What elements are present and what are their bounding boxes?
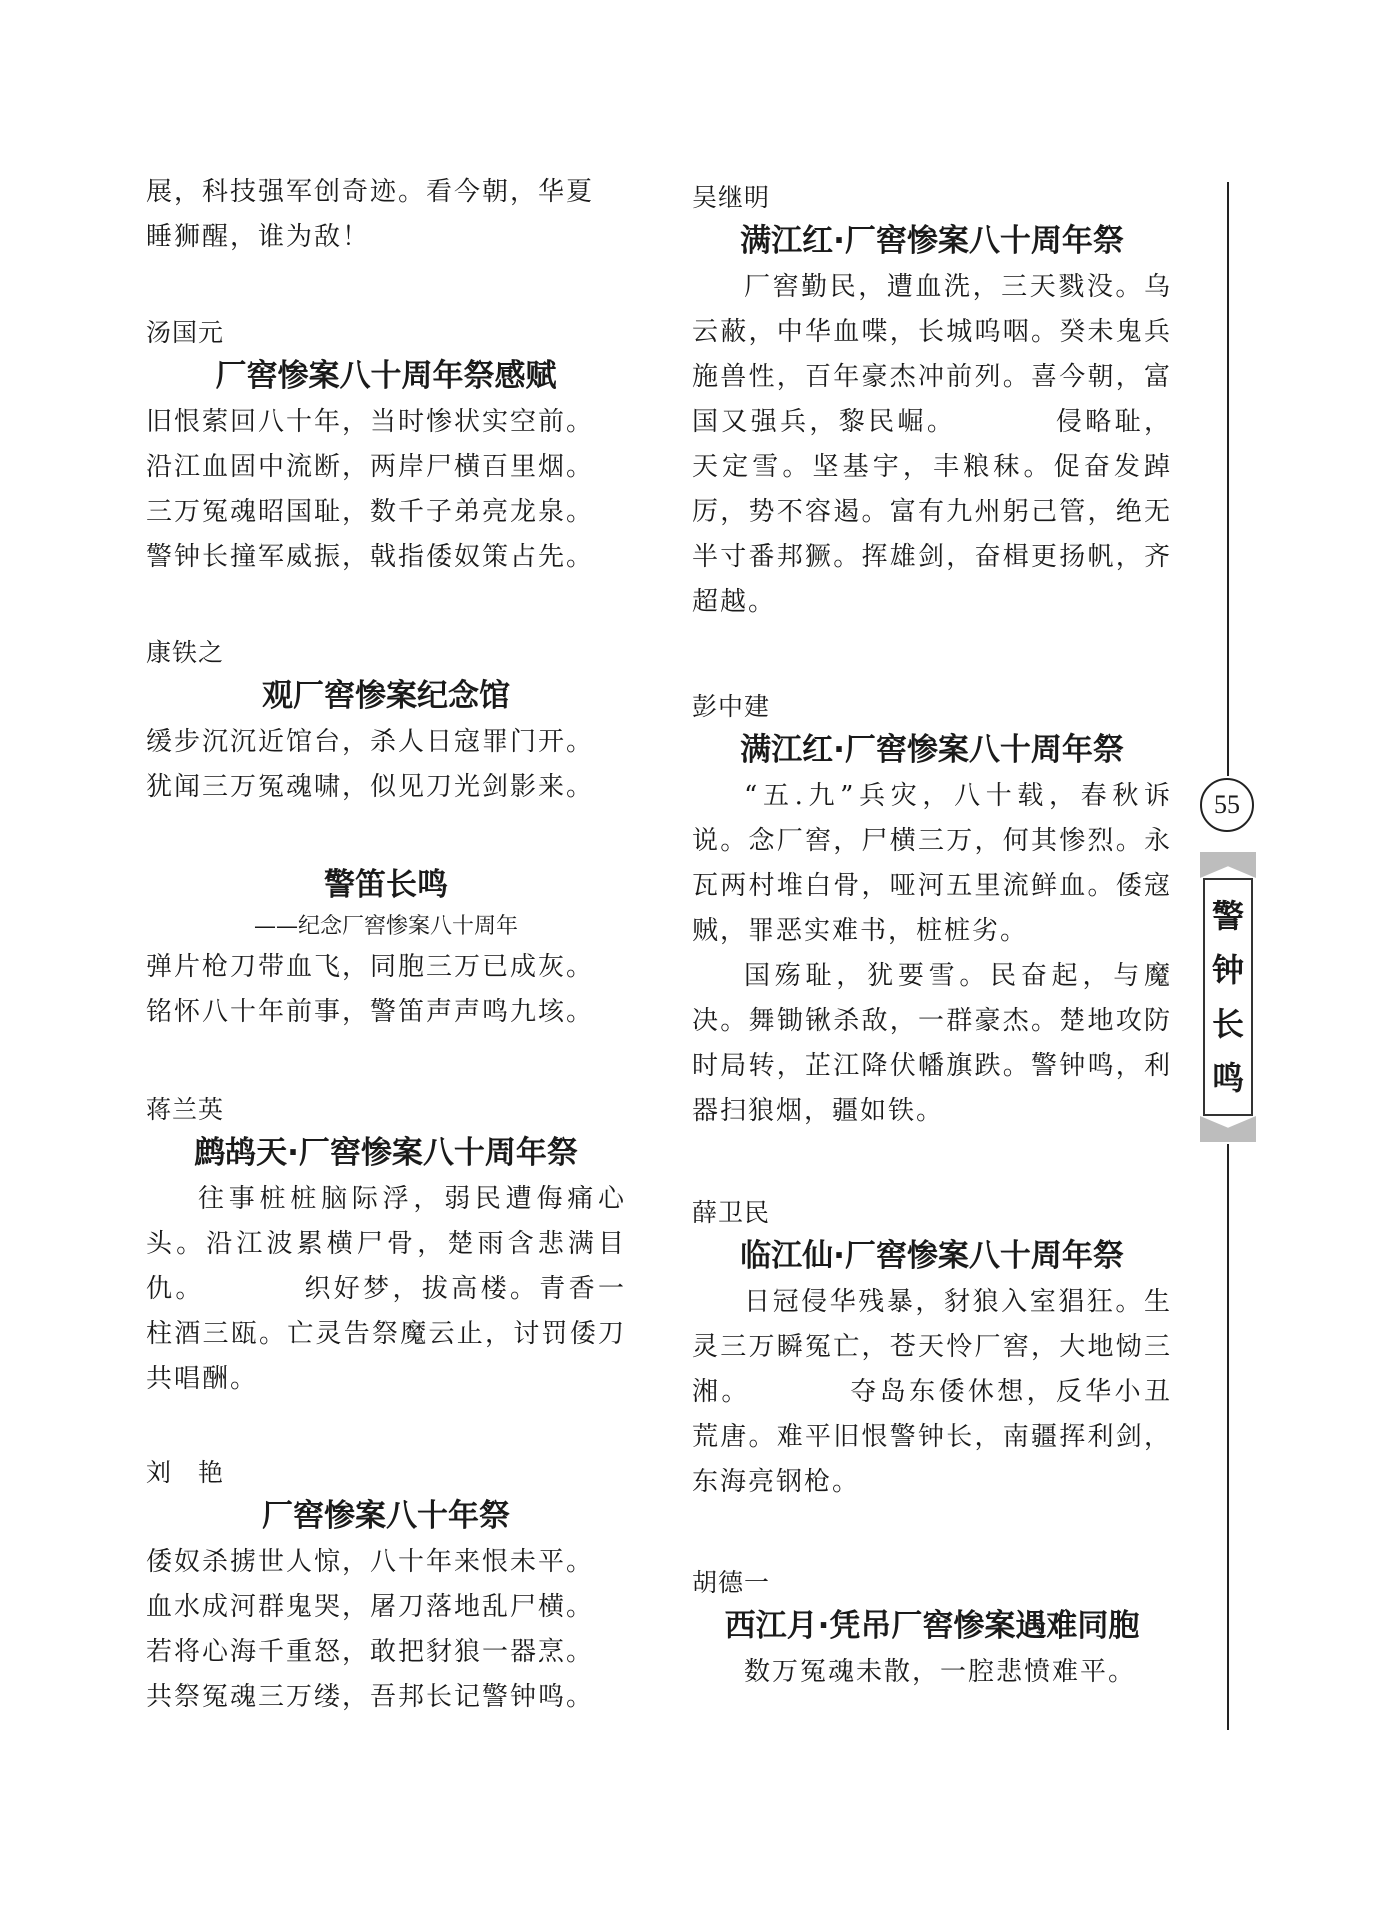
poem-title: 观厂窖惨案纪念馆 bbox=[262, 678, 510, 714]
poem-line: 旧恨萦回八十年，当时惨状实空前。 bbox=[146, 407, 595, 437]
banner-cap-top bbox=[1200, 852, 1256, 878]
poem-block bbox=[146, 1458, 626, 1720]
margin-rule-top bbox=[1227, 182, 1229, 776]
poem-author: 汤国元 bbox=[146, 318, 225, 347]
banner-body bbox=[1203, 878, 1253, 1116]
poem-author: 康铁之 bbox=[146, 638, 225, 667]
banner-cap-bottom bbox=[1200, 1116, 1256, 1142]
poem-line: 警钟长撞军威振，戟指倭奴策占先。 bbox=[146, 542, 595, 572]
poem-title: 鹧鸪天·厂窖惨案八十周年祭 bbox=[194, 1135, 578, 1171]
poem-text: 数万冤魂未散，一腔悲愤难平。 bbox=[744, 1657, 1137, 1687]
poem-author: 薛卫民 bbox=[692, 1198, 771, 1227]
poem-line: 倭奴杀掳世人惊，八十年来恨未平。 bbox=[146, 1547, 595, 1577]
poem-line: 血水成河群鬼哭，屠刀落地乱尸横。 bbox=[146, 1592, 595, 1622]
poem-text: “五.九”兵灾，八十载，春秋诉说。念厂窖，尸横三万，何其惨烈。永瓦两村堆白骨，哑河五里流鲜血。倭寇贼，罪恶实难书，桩桩劣。 bbox=[692, 781, 1172, 946]
banner-char: 警 bbox=[1211, 897, 1244, 935]
poem-line: 展，科技强军创奇迹。看今朝，华夏 bbox=[146, 177, 595, 207]
poem-title: 西江月·凭吊厂窖惨案遇难同胞 bbox=[724, 1608, 1140, 1644]
poem-line: 弹片枪刀带血飞，同胞三万已成灰。 bbox=[146, 952, 595, 982]
poem-line: 铭怀八十年前事，警笛声声鸣九垓。 bbox=[146, 997, 595, 1027]
banner-char: 长 bbox=[1211, 1005, 1244, 1043]
poem-line: 若将心海千重怒，敢把豺狼一器烹。 bbox=[146, 1637, 595, 1667]
poem-title: 满江红·厂窖惨案八十周年祭 bbox=[740, 732, 1124, 768]
poem-block bbox=[146, 1095, 626, 1402]
poem-title: 满江红·厂窖惨案八十周年祭 bbox=[740, 223, 1124, 259]
poem-block bbox=[146, 638, 626, 810]
poem-author: 吴继明 bbox=[692, 183, 771, 212]
poem-author: 蒋兰英 bbox=[146, 1095, 225, 1124]
poem-subtitle: ——纪念厂窖惨案八十周年 bbox=[253, 914, 518, 939]
poem-author: 彭中建 bbox=[692, 692, 771, 721]
poem-text: 日冠侵华残暴，豺狼入室猖狂。生灵三万瞬冤亡，苍天怜厂窖，大地恸三湘。 夺岛东倭休想，反华小丑荒唐。难平旧恨警钟长，南疆挥利剑，东海亮钢枪。 bbox=[692, 1287, 1172, 1497]
poem-text: 国殇耻，犹要雪。民奋起，与魔决。舞锄锹杀敌，一群豪杰。楚地攻防时局转，芷江降伏幡旗跌。警钟鸣，利器扫狼烟，疆如铁。 bbox=[692, 961, 1172, 1126]
poem-block bbox=[146, 318, 626, 580]
poem-author: 刘 艳 bbox=[146, 1458, 225, 1487]
poem-title: 警笛长鸣 bbox=[324, 867, 448, 903]
banner-char: 钟 bbox=[1211, 951, 1244, 989]
margin-rule-bottom bbox=[1227, 1144, 1229, 1730]
poem-line: 三万冤魂昭国耻，数千子弟亮龙泉。 bbox=[146, 497, 595, 527]
poem-line: 犹闻三万冤魂啸，似见刀光剑影来。 bbox=[146, 772, 595, 802]
poem-line: 缓步沉沉近馆台，杀人日寇罪门开。 bbox=[146, 727, 595, 757]
poem-block bbox=[692, 183, 1172, 625]
poem-line: 睡狮醒，谁为敌！ bbox=[146, 222, 371, 252]
poem-title: 厂窖惨案八十周年祭感赋 bbox=[215, 358, 557, 394]
poem-author: 胡德一 bbox=[692, 1568, 771, 1597]
poem-block bbox=[692, 1198, 1172, 1505]
intro-fragment bbox=[146, 170, 626, 260]
banner-char: 鸣 bbox=[1211, 1059, 1244, 1097]
poem-block bbox=[692, 692, 1172, 1134]
poem-text: 厂窖勤民，遭血洗，三天戮没。乌云蔽，中华血喋，长城呜咽。癸未鬼兵施兽性，百年豪杰冲前列。喜今朝，富国又强兵，黎民崛。 侵略耻，天定雪。坚基宇，丰粮秣。促奋发踔厉，势不容遏。富有九州躬己管，绝无半寸番邦獗。挥雄剑，奋楫更扬帆，齐超越。 bbox=[692, 272, 1172, 617]
poem-block bbox=[146, 865, 626, 1035]
poem-text: 往事桩桩脑际浮，弱民遭侮痛心头。沿江波累横尸骨，楚雨含悲满目仇。 织好梦，拔高楼。青香一柱酒三瓯。亡灵告祭魔云止，讨罚倭刀共唱酬。 bbox=[146, 1184, 626, 1394]
poem-line: 沿江血固中流断，两岸尸横百里烟。 bbox=[146, 452, 595, 482]
poem-title: 厂窖惨案八十年祭 bbox=[262, 1498, 510, 1534]
poem-title: 临江仙·厂窖惨案八十周年祭 bbox=[740, 1238, 1124, 1274]
page-number: 55 bbox=[1200, 778, 1254, 832]
poem-line: 共祭冤魂三万缕，吾邦长记警钟鸣。 bbox=[146, 1682, 595, 1712]
side-banner bbox=[1200, 852, 1256, 1142]
poem-block bbox=[692, 1568, 1172, 1695]
